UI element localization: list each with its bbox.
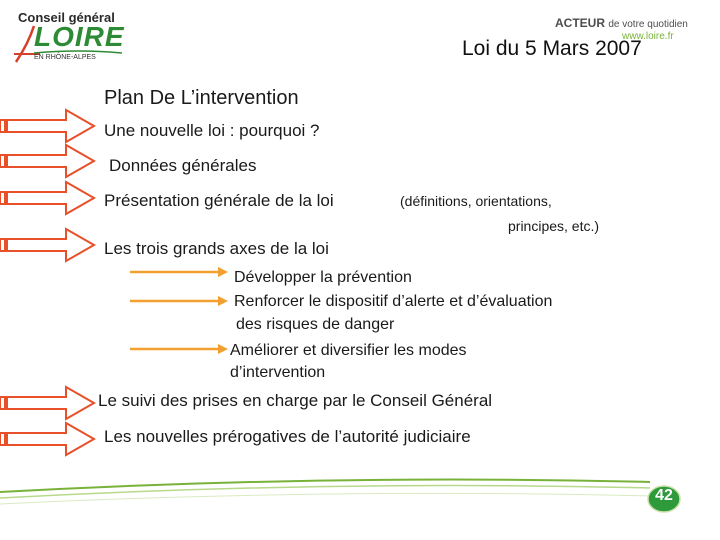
block-arrow-icon bbox=[0, 227, 96, 263]
block-arrow-icon bbox=[0, 108, 96, 144]
axis-2-line1: Renforcer le dispositif d’alerte et d’évaluation bbox=[234, 293, 553, 310]
block-arrow-icon bbox=[0, 421, 96, 457]
axis-3-line2: d’intervention bbox=[230, 364, 326, 381]
logo-name: LOIRE bbox=[34, 21, 125, 52]
block-arrow-icon bbox=[0, 385, 96, 421]
plan-item-3: Présentation générale de la loi bbox=[104, 191, 334, 210]
block-arrow-icon bbox=[0, 143, 96, 179]
tagline-rest: de votre quotidien bbox=[608, 19, 688, 30]
plan-item-1: Une nouvelle loi : pourquoi ? bbox=[104, 121, 320, 140]
plan-item-3-detail-1: (définitions, orientations, bbox=[400, 193, 552, 209]
plan-item-6: Les nouvelles prérogatives de l’autorité judiciaire bbox=[104, 427, 471, 446]
logo-line1: Conseil général bbox=[18, 10, 115, 25]
logo-line2: EN RHÔNE-ALPES bbox=[34, 54, 96, 61]
tagline-bold: ACTEUR bbox=[555, 16, 605, 30]
slide-title: Loi du 5 Mars 2007 bbox=[462, 37, 642, 60]
tagline bbox=[555, 16, 688, 30]
axis-3-line1: Améliorer et diversifier les modes bbox=[230, 342, 467, 359]
plan-item-3-detail-2: principes, etc.) bbox=[508, 218, 600, 234]
page-number: 42 bbox=[655, 487, 673, 504]
site-url: www.loire.fr bbox=[622, 31, 674, 42]
thin-arrow-icon bbox=[130, 266, 230, 278]
footer-swoosh bbox=[0, 476, 700, 516]
thin-arrow-icon bbox=[130, 343, 230, 355]
plan-item-5: Le suivi des prises en charge par le Conseil Général bbox=[98, 391, 493, 410]
axis-2-line2: des risques de danger bbox=[236, 316, 395, 333]
thin-arrow-icon bbox=[130, 295, 230, 307]
block-arrow-icon bbox=[0, 180, 96, 216]
plan-heading: Plan De L’intervention bbox=[104, 87, 299, 109]
axis-1: Développer la prévention bbox=[234, 269, 412, 286]
plan-item-2: Données générales bbox=[109, 156, 257, 175]
plan-item-4: Les trois grands axes de la loi bbox=[104, 239, 329, 258]
